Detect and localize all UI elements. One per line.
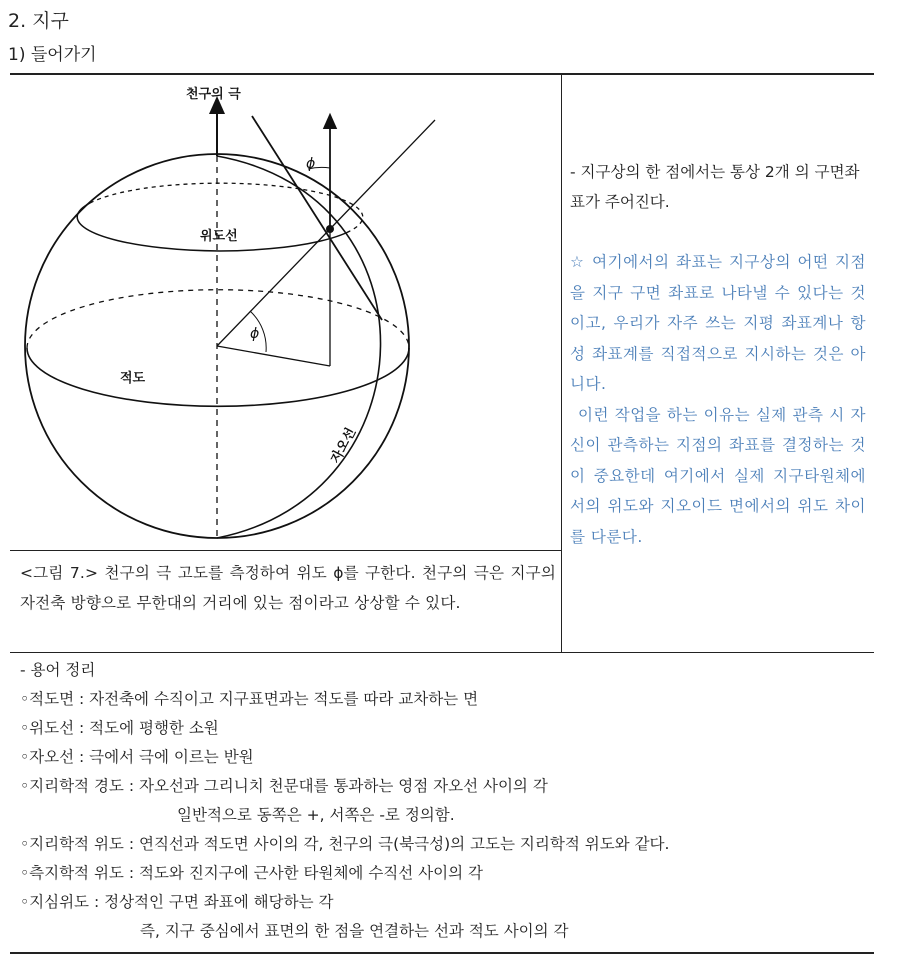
table-bottom-rule [10,952,874,954]
terms-list [20,656,880,946]
sight-line [330,120,435,229]
label-latitude-line: 위도선 [200,229,238,244]
equator-back [27,290,409,348]
earth-figure [10,76,561,550]
center-to-point-line [217,229,330,346]
term-geocentric-latitude: ◦지심위도 : 정상적인 구면 좌표에 해당하는 각 [20,893,334,911]
earth-diagram [10,76,561,550]
term-equatorial-plane: ◦적도면 : 자전축에 수직이고 지구표면과는 적도를 따라 교차하는 면 [20,690,479,708]
explanation-paragraph-1: ☆ 여기에서의 좌표는 지구상의 어떤 지점을 지구 구면 좌표로 나타낼 수 있다는 것이고, 우리가 자주 쓰는 지평 좌표계나 항성 좌표계를 직접적으로 지시하는 것은 아니다. [570,253,866,393]
figure-caption: <그림 7.> 천구의 극 고도를 측정하여 위도 ϕ를 구한다. 천구의 극은 지구의 자전축 방향으로 무한대의 거리에 있는 점이라고 상상할 수 있다. [20,564,556,612]
coordinate-note: - 지구상의 한 점에서는 통상 2개 의 구면좌표가 주어진다. [570,163,860,211]
term-geocentric-latitude-note: 즉, 지구 중심에서 표면의 한 점을 연결하는 선과 적도 사이의 각 [140,922,569,940]
table-column-divider [561,75,562,652]
explanation-text [570,247,866,552]
label-pole: 천구의 극 [186,87,241,102]
term-latitude-line: ◦위도선 : 적도에 평행한 소원 [20,719,219,737]
subsection-heading: 1) 들어가기 [8,45,97,65]
label-phi-center: ϕ [250,326,260,342]
term-meridian: ◦자오선 : 극에서 극에 이르는 반원 [20,748,254,766]
explanation-paragraph-2: 이런 작업을 하는 이유는 실제 관측 시 자신이 관측하는 지점의 좌표를 결정하는 것이 중요한데 여기에서 실제 지구타원체에서의 위도와 지오이드 면에서의 위도 차이를 다룬다. [570,405,866,546]
label-equator: 적도 [120,371,146,386]
term-geographic-longitude: ◦지리학적 경도 : 자오선과 그리니치 천문대를 통과하는 영점 자오선 사이의 각 [20,777,548,795]
term-geodetic-latitude: ◦측지학적 위도 : 적도와 진지구에 근사한 타원체에 수직선 사이의 각 [20,864,483,882]
term-geographic-longitude-note: 일반적으로 동쪽은 +, 서쪽은 -로 정의함. [177,806,455,824]
section-heading: 2. 지구 [8,10,69,32]
label-meridian: 자오선 [328,425,360,466]
latitude-circle-back [90,183,363,231]
terms-header: - 용어 정리 [20,661,96,679]
observer-point [326,225,334,233]
equator-radius-line [217,346,330,366]
term-geographic-latitude: ◦지리학적 위도 : 연직선과 적도면 사이의 각, 천구의 극(북극성)의 고도는 지리학적 위도와 같다. [20,835,670,853]
equator-front [27,348,409,406]
label-phi-top: ϕ [306,156,316,172]
caption-divider [10,550,561,551]
